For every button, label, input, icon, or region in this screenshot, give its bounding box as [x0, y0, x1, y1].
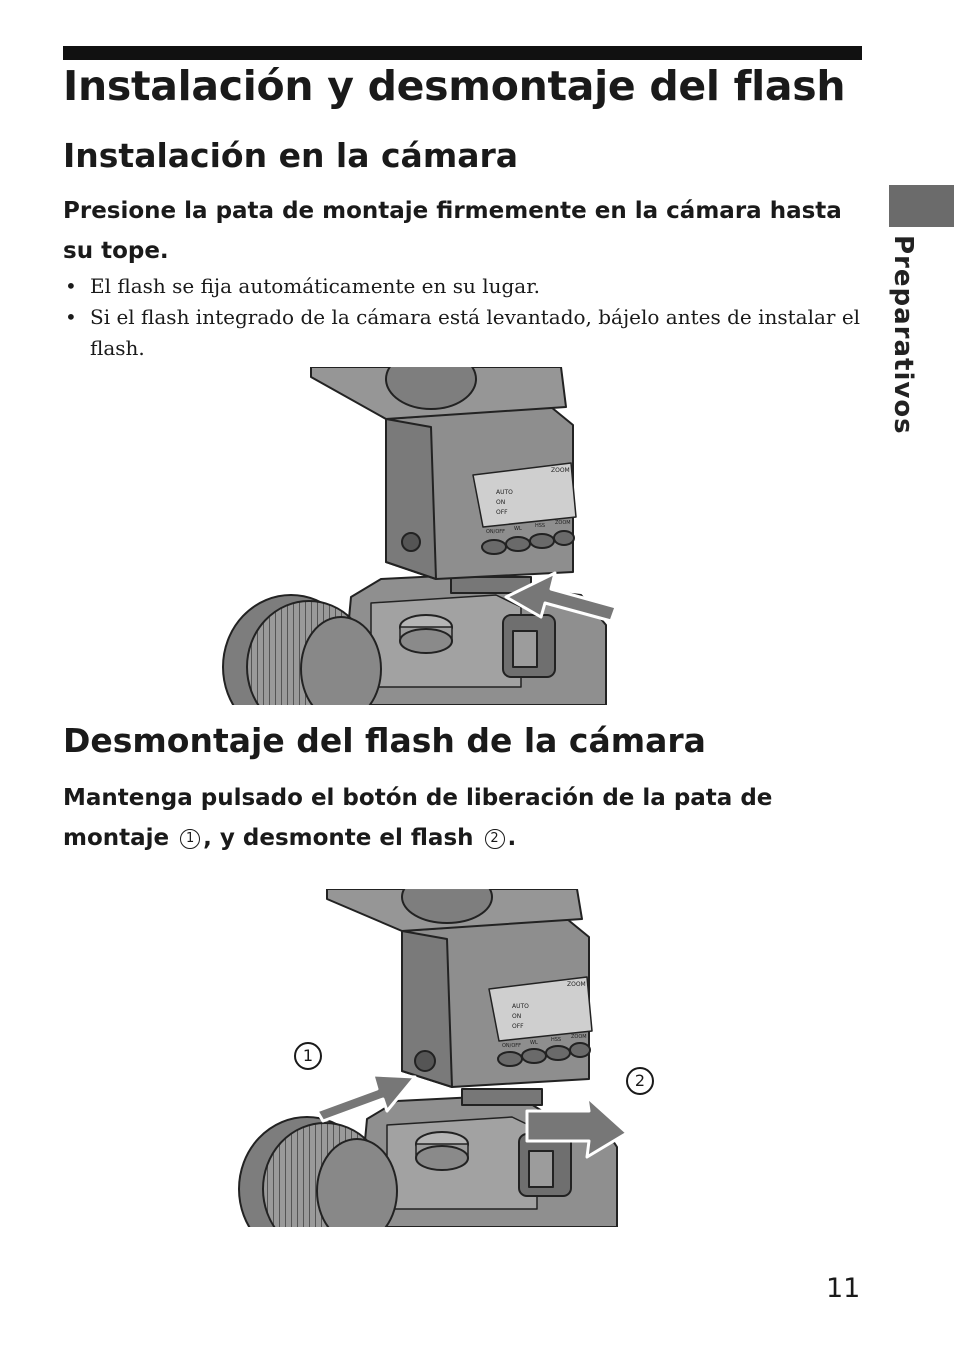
- panel-mode-off: OFF: [512, 1023, 524, 1030]
- page-number: 11: [826, 1273, 861, 1304]
- section-tab-marker: [889, 185, 954, 227]
- panel-button-label: ZOOM: [571, 1034, 587, 1040]
- remove-heading: Desmontaje del flash de la cámara: [63, 721, 706, 760]
- panel-mode-auto: AUTO: [496, 489, 513, 496]
- install-heading: Instalación en la cámara: [63, 136, 519, 175]
- callout-2: 2: [626, 1067, 654, 1095]
- panel-mode-off: OFF: [496, 509, 508, 516]
- panel-button-label: ON/OFF: [502, 1043, 522, 1049]
- panel-button-label: WL: [514, 526, 522, 532]
- install-illustration: [221, 367, 621, 705]
- page-title: Instalación y desmontaje del flash: [63, 62, 846, 110]
- section-tab-label: Preparativos: [888, 235, 918, 435]
- panel-zoom-label: ZOOM: [567, 981, 586, 988]
- panel-zoom-label: ZOOM: [551, 467, 570, 474]
- panel-mode-auto: AUTO: [512, 1003, 529, 1010]
- step-marker-2: 2: [485, 829, 505, 849]
- install-step: Presione la pata de montaje firmemente en la cámara hasta su tope.: [63, 198, 842, 264]
- panel-button-label: WL: [530, 1040, 538, 1046]
- install-notes: [63, 271, 863, 364]
- remove-step: Mantenga pulsado el botón de liberación de la pata de montaje 1 , y desmonte el flash 2 .: [63, 785, 773, 851]
- step-marker-1: 1: [180, 829, 200, 849]
- panel-button-label: ZOOM: [555, 520, 571, 526]
- top-rule: [63, 46, 862, 60]
- panel-button-label: HSS: [535, 523, 546, 529]
- panel-mode-on: ON: [496, 499, 506, 506]
- callout-1: 1: [294, 1042, 322, 1070]
- panel-button-label: HSS: [551, 1037, 562, 1043]
- list-item: • Si el flash integrado de la cámara está levantado, bájelo antes de instalar el flash.: [63, 302, 863, 364]
- panel-mode-on: ON: [512, 1013, 522, 1020]
- list-item: • El flash se fija automáticamente en su lugar.: [63, 271, 863, 302]
- panel-button-label: ON/OFF: [486, 529, 506, 535]
